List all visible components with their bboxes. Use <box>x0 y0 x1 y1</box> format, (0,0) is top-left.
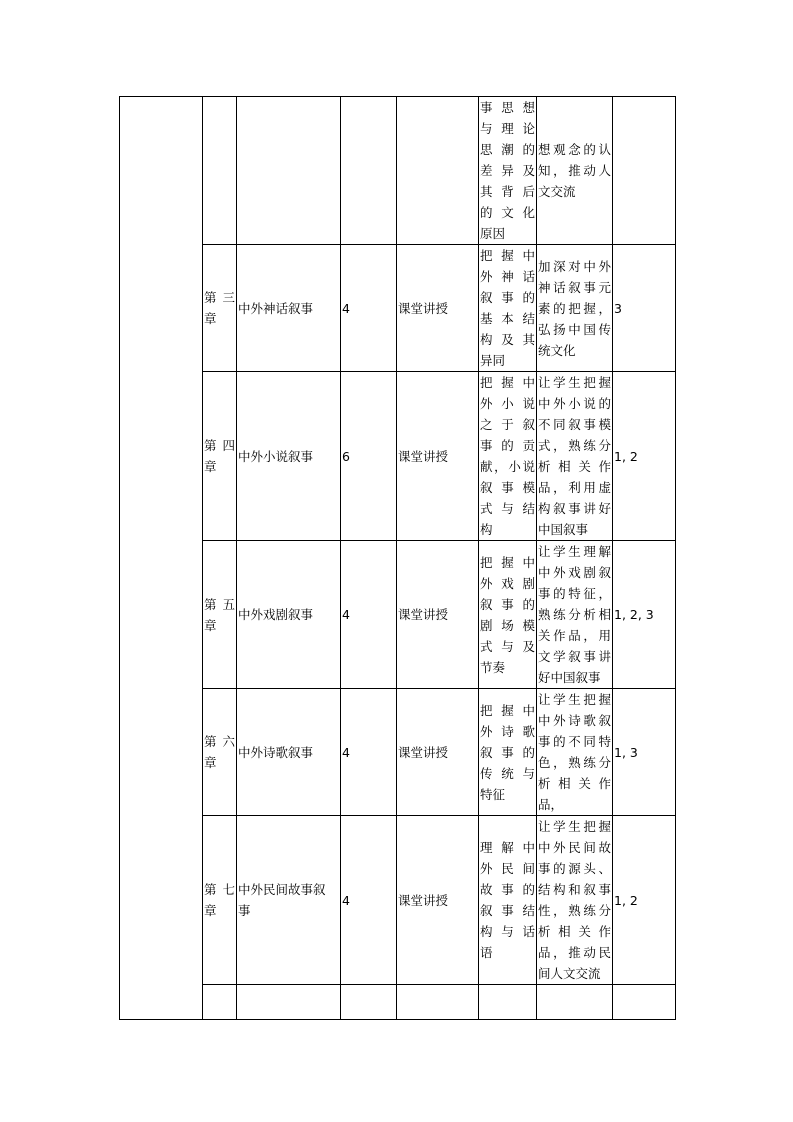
objective-line: 叙 事 结 <box>480 903 535 918</box>
method-cell: 课堂讲授 <box>397 372 479 541</box>
chapter-title: 事 <box>238 903 251 918</box>
objective-cell <box>479 816 537 985</box>
goal-line: 让学生把握 <box>538 375 611 390</box>
method-cell: 课堂讲授 <box>397 689 479 816</box>
empty-cell <box>397 985 479 1020</box>
objective-cell <box>479 689 537 816</box>
objective-line: 外 诗 歌 <box>480 723 535 739</box>
objective-line: 特征 <box>480 786 506 802</box>
goal-line: 事的源头、 <box>538 861 611 876</box>
table-row <box>120 541 676 689</box>
goal-cell <box>537 97 613 245</box>
objective-line: 故 事 的 <box>480 882 535 897</box>
goal-line: 神话叙事元 <box>538 279 611 295</box>
chapter-cell <box>203 245 237 372</box>
goal-line: 构叙事讲好 <box>538 501 611 516</box>
support-cell: 1, 3 <box>613 689 676 816</box>
empty-cell <box>341 985 397 1020</box>
objective-line: 把 握 中 <box>480 702 535 718</box>
hours-cell: 6 <box>341 372 397 541</box>
chapter-title: 中外小说叙事 <box>238 448 314 464</box>
chapter-label: 章 <box>204 755 217 770</box>
goal-line: 关作品，用 <box>538 628 611 643</box>
objective-line: 基 本 结 <box>480 311 535 326</box>
goal-line: 文学叙事讲 <box>538 649 611 664</box>
objective-line: 事 思 想 <box>480 100 535 115</box>
objective-line: 语 <box>480 945 493 960</box>
objective-line: 差 异 及 <box>480 163 535 178</box>
objective-line: 异同 <box>480 353 506 368</box>
objective-line: 与 理 论 <box>480 121 535 136</box>
hours-cell <box>341 97 397 245</box>
objective-line: 构 与 话 <box>480 924 535 939</box>
objective-line: 式 与 结 <box>480 501 535 516</box>
table-row <box>120 245 676 372</box>
merged-left-cell <box>120 97 203 1020</box>
empty-cell <box>203 985 237 1020</box>
chapter-cell <box>203 372 237 541</box>
hours-cell: 4 <box>341 541 397 689</box>
objective-line: 叙 事 的 <box>480 744 535 760</box>
goal-line: 式，熟练分 <box>538 438 611 453</box>
chapter-label: 第 七 <box>204 882 235 897</box>
objective-line: 外 神 话 <box>480 269 535 284</box>
objective-line: 传 统 与 <box>480 765 535 781</box>
goal-line: 中外民间故 <box>538 840 611 855</box>
support-cell: 1, 2, 3 <box>613 541 676 689</box>
objective-line: 把 握 中 <box>480 375 535 390</box>
goal-line: 性，熟练分 <box>538 903 611 918</box>
chapter-cell <box>203 97 237 245</box>
title-cell <box>237 97 341 245</box>
hours-cell: 4 <box>341 816 397 985</box>
objective-line: 思 潮 的 <box>480 142 535 157</box>
objective-line: 叙 事 的 <box>480 290 535 305</box>
goal-line: 统文化 <box>538 342 576 358</box>
goal-line: 析 相 关 作 <box>538 459 611 474</box>
support-cell <box>613 97 676 245</box>
objective-line: 外 戏 剧 <box>480 575 535 591</box>
goal-line: 文交流 <box>538 184 576 199</box>
title-cell <box>237 372 341 541</box>
objective-cell <box>479 541 537 689</box>
empty-cell <box>479 985 537 1020</box>
goal-cell <box>537 372 613 541</box>
goal-line: 事的特征， <box>538 586 611 601</box>
objective-line: 式 与 及 <box>480 638 535 654</box>
goal-line: 析 相 关 作 <box>538 924 611 939</box>
goal-line: 想观念的认 <box>538 142 611 157</box>
chapter-title: 中外神话叙事 <box>238 300 314 316</box>
table-row <box>120 985 676 1020</box>
chapter-label: 第 五 <box>204 596 235 612</box>
goal-line: 色，熟练分 <box>538 755 611 770</box>
objective-line: 外 民 间 <box>480 861 535 876</box>
goal-line: 结构和叙事 <box>538 882 611 897</box>
objective-line: 叙 事 模 <box>480 480 535 495</box>
chapter-title: 中外诗歌叙事 <box>238 744 314 760</box>
support-cell: 3 <box>613 245 676 372</box>
goal-line: 品， <box>538 797 564 812</box>
goal-line: 析 相 关 作 <box>538 776 611 791</box>
goal-cell <box>537 816 613 985</box>
title-cell <box>237 245 341 372</box>
chapter-label: 第 六 <box>204 734 235 749</box>
goal-line: 好中国叙事 <box>538 670 601 685</box>
goal-line: 中国叙事 <box>538 522 589 537</box>
goal-line: 中外戏剧叙 <box>538 565 611 580</box>
empty-cell <box>613 985 676 1020</box>
goal-line: 素的把握， <box>538 300 611 316</box>
chapter-label: 第 四 <box>204 438 235 453</box>
support-cell: 1, 2 <box>613 816 676 985</box>
goal-line: 品，利用虚 <box>538 480 611 495</box>
goal-line: 不同叙事模 <box>538 417 611 432</box>
goal-cell <box>537 689 613 816</box>
goal-cell <box>537 541 613 689</box>
course-schedule-table <box>119 96 676 1020</box>
goal-line: 中外小说的 <box>538 396 611 411</box>
goal-line: 品，推动民 <box>538 945 611 960</box>
goal-line: 间人文交流 <box>538 966 601 981</box>
goal-line: 知，推动人 <box>538 163 611 178</box>
title-cell <box>237 541 341 689</box>
objective-line: 原因 <box>480 226 506 241</box>
objective-line: 外 小 说 <box>480 396 535 411</box>
objective-line: 节奏 <box>480 659 506 675</box>
chapter-cell <box>203 541 237 689</box>
goal-line: 弘扬中国传 <box>538 321 611 337</box>
chapter-label: 章 <box>204 311 217 326</box>
chapter-label: 章 <box>204 459 217 474</box>
objective-line: 之 于 叙 <box>480 417 535 432</box>
empty-cell <box>237 985 341 1020</box>
hours-cell: 4 <box>341 245 397 372</box>
support-cell: 1, 2 <box>613 372 676 541</box>
objective-line: 把 握 中 <box>480 554 535 570</box>
goal-line: 让学生理解 <box>538 544 611 559</box>
objective-line: 构 及 其 <box>480 332 535 347</box>
objective-line: 理 解 中 <box>480 840 535 855</box>
method-cell: 课堂讲授 <box>397 245 479 372</box>
hours-cell: 4 <box>341 689 397 816</box>
table-row <box>120 372 676 541</box>
objective-line: 事 的 贡 <box>480 438 535 453</box>
table-row <box>120 97 676 245</box>
chapter-title: 中外戏剧叙事 <box>238 607 314 622</box>
empty-cell <box>537 985 613 1020</box>
chapter-cell <box>203 689 237 816</box>
goal-line: 中外诗歌叙 <box>538 713 611 728</box>
chapter-label: 章 <box>204 903 217 918</box>
objective-line: 的 文 化 <box>480 205 535 220</box>
chapter-cell <box>203 816 237 985</box>
goal-line: 事的不同特 <box>538 734 611 749</box>
goal-line: 熟练分析相 <box>538 607 611 622</box>
method-cell <box>397 97 479 245</box>
table-row <box>120 689 676 816</box>
goal-line: 加深对中外 <box>538 258 611 274</box>
goal-line: 让学生把握 <box>538 819 611 834</box>
chapter-title: 中外民间故事叙 <box>238 882 326 897</box>
goal-cell <box>537 245 613 372</box>
chapter-label: 第 三 <box>204 290 235 305</box>
objective-line: 剧 场 模 <box>480 617 535 633</box>
objective-line: 叙 事 的 <box>480 596 535 612</box>
table-row <box>120 816 676 985</box>
chapter-label: 章 <box>204 617 217 633</box>
objective-line: 献，小说 <box>480 459 535 474</box>
method-cell: 课堂讲授 <box>397 816 479 985</box>
objective-cell <box>479 372 537 541</box>
title-cell <box>237 816 341 985</box>
objective-line: 把 握 中 <box>480 248 535 263</box>
goal-line: 让学生把握 <box>538 692 611 707</box>
title-cell <box>237 689 341 816</box>
method-cell: 课堂讲授 <box>397 541 479 689</box>
objective-line: 其 背 后 <box>480 184 535 199</box>
objective-cell <box>479 97 537 245</box>
objective-cell <box>479 245 537 372</box>
objective-line: 构 <box>480 522 493 537</box>
